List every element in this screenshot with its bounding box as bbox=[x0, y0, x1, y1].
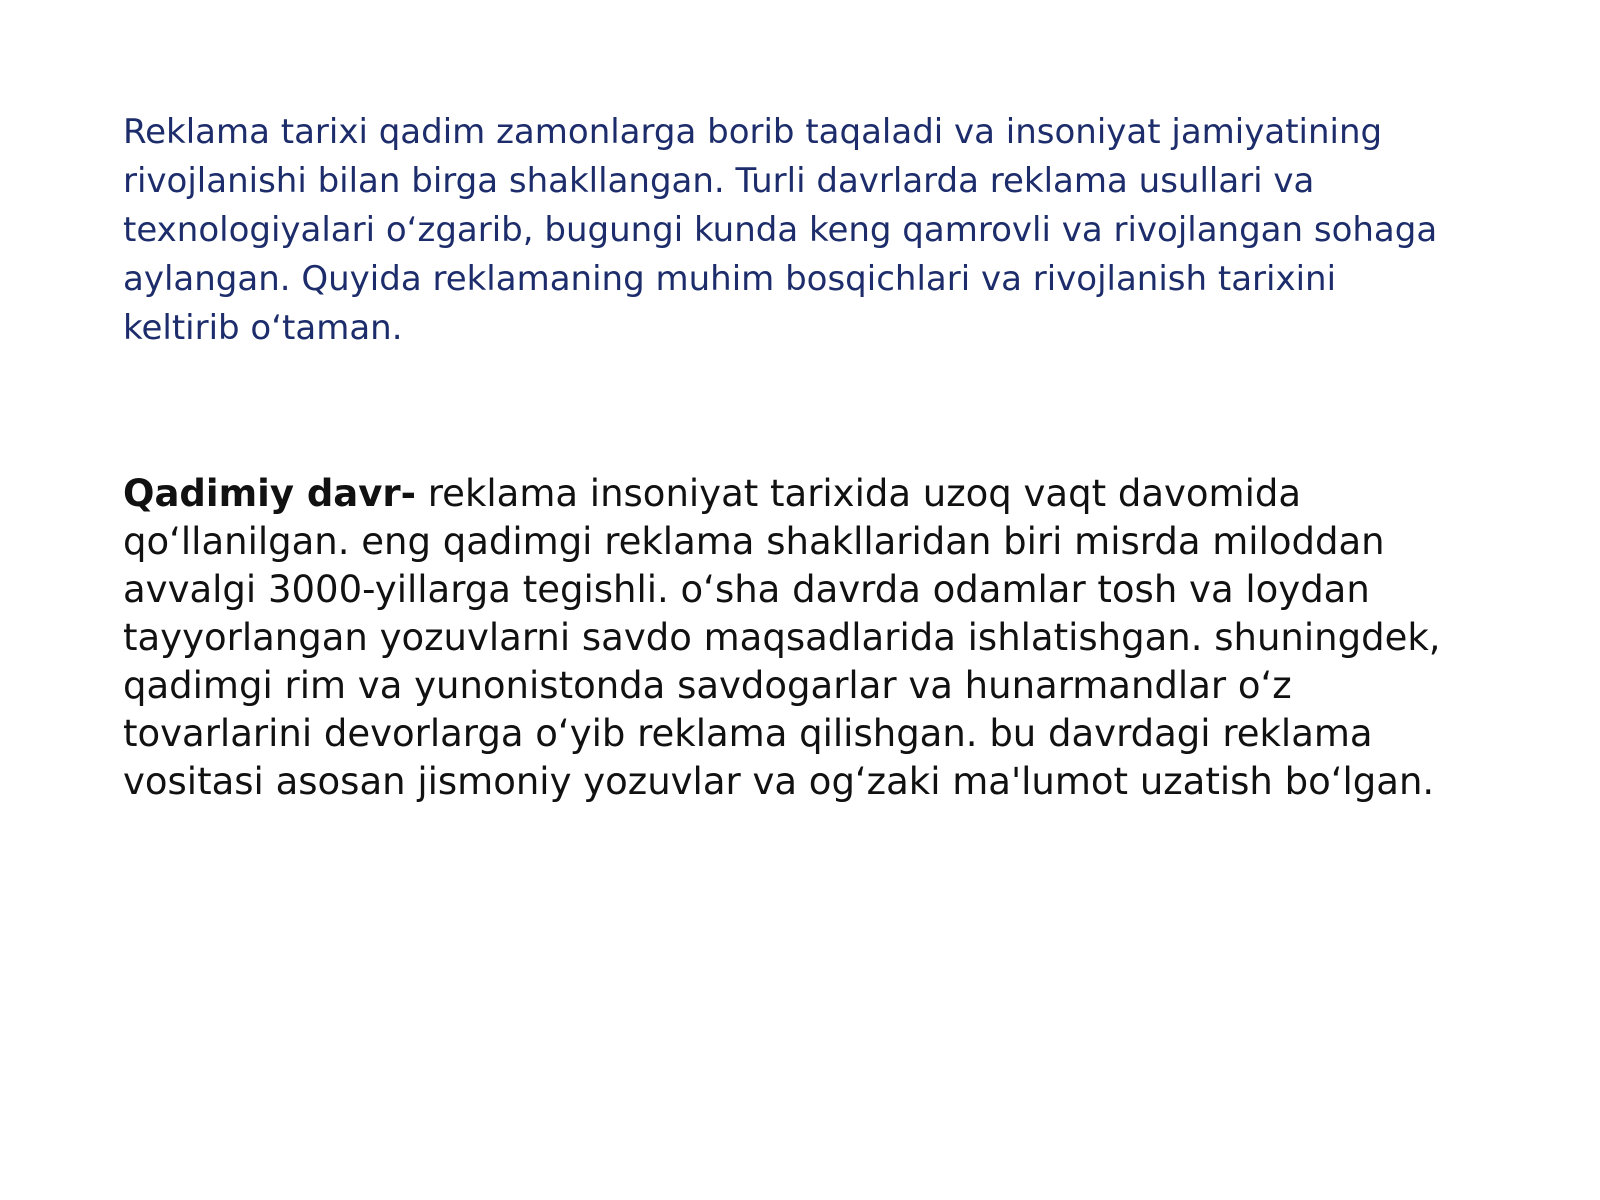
ancient-period-paragraph bbox=[123, 470, 1483, 806]
intro-paragraph: Reklama tarixi qadim zamonlarga borib taqaladi va insoniyat jamiyatining rivojlanishi bilan birga shakllangan. Turli davrlarda reklama usullari va texnologiyalari o‘zgarib, bugungi kunda keng qamrovli va rivojlangan sohaga aylangan. Quyida reklamaning muhim bosqichlari va rivojlanish tarixini keltirib o‘taman. bbox=[123, 112, 1438, 348]
section-body: reklama insoniyat tarixida uzoq vaqt davomida qo‘llanilgan. eng qadimgi reklama shakllaridan biri misrda miloddan avvalgi 3000-yillarga tegishli. o‘sha davrda odamlar tosh va loydan tayyorlangan yozuvlarni savdo maqsadlarida ishlatishgan. shuningdek, qadimgi rim va yunonistonda savdogarlar va hunarmandlar o‘z tovarlarini devorlarga o‘yib reklama qilishgan. bu davrdagi reklama vositasi asosan jismoniy yozuvlar va og‘zaki ma'lumot uzatish bo‘lgan. bbox=[123, 472, 1441, 803]
section-heading: Qadimiy davr- bbox=[123, 472, 417, 515]
